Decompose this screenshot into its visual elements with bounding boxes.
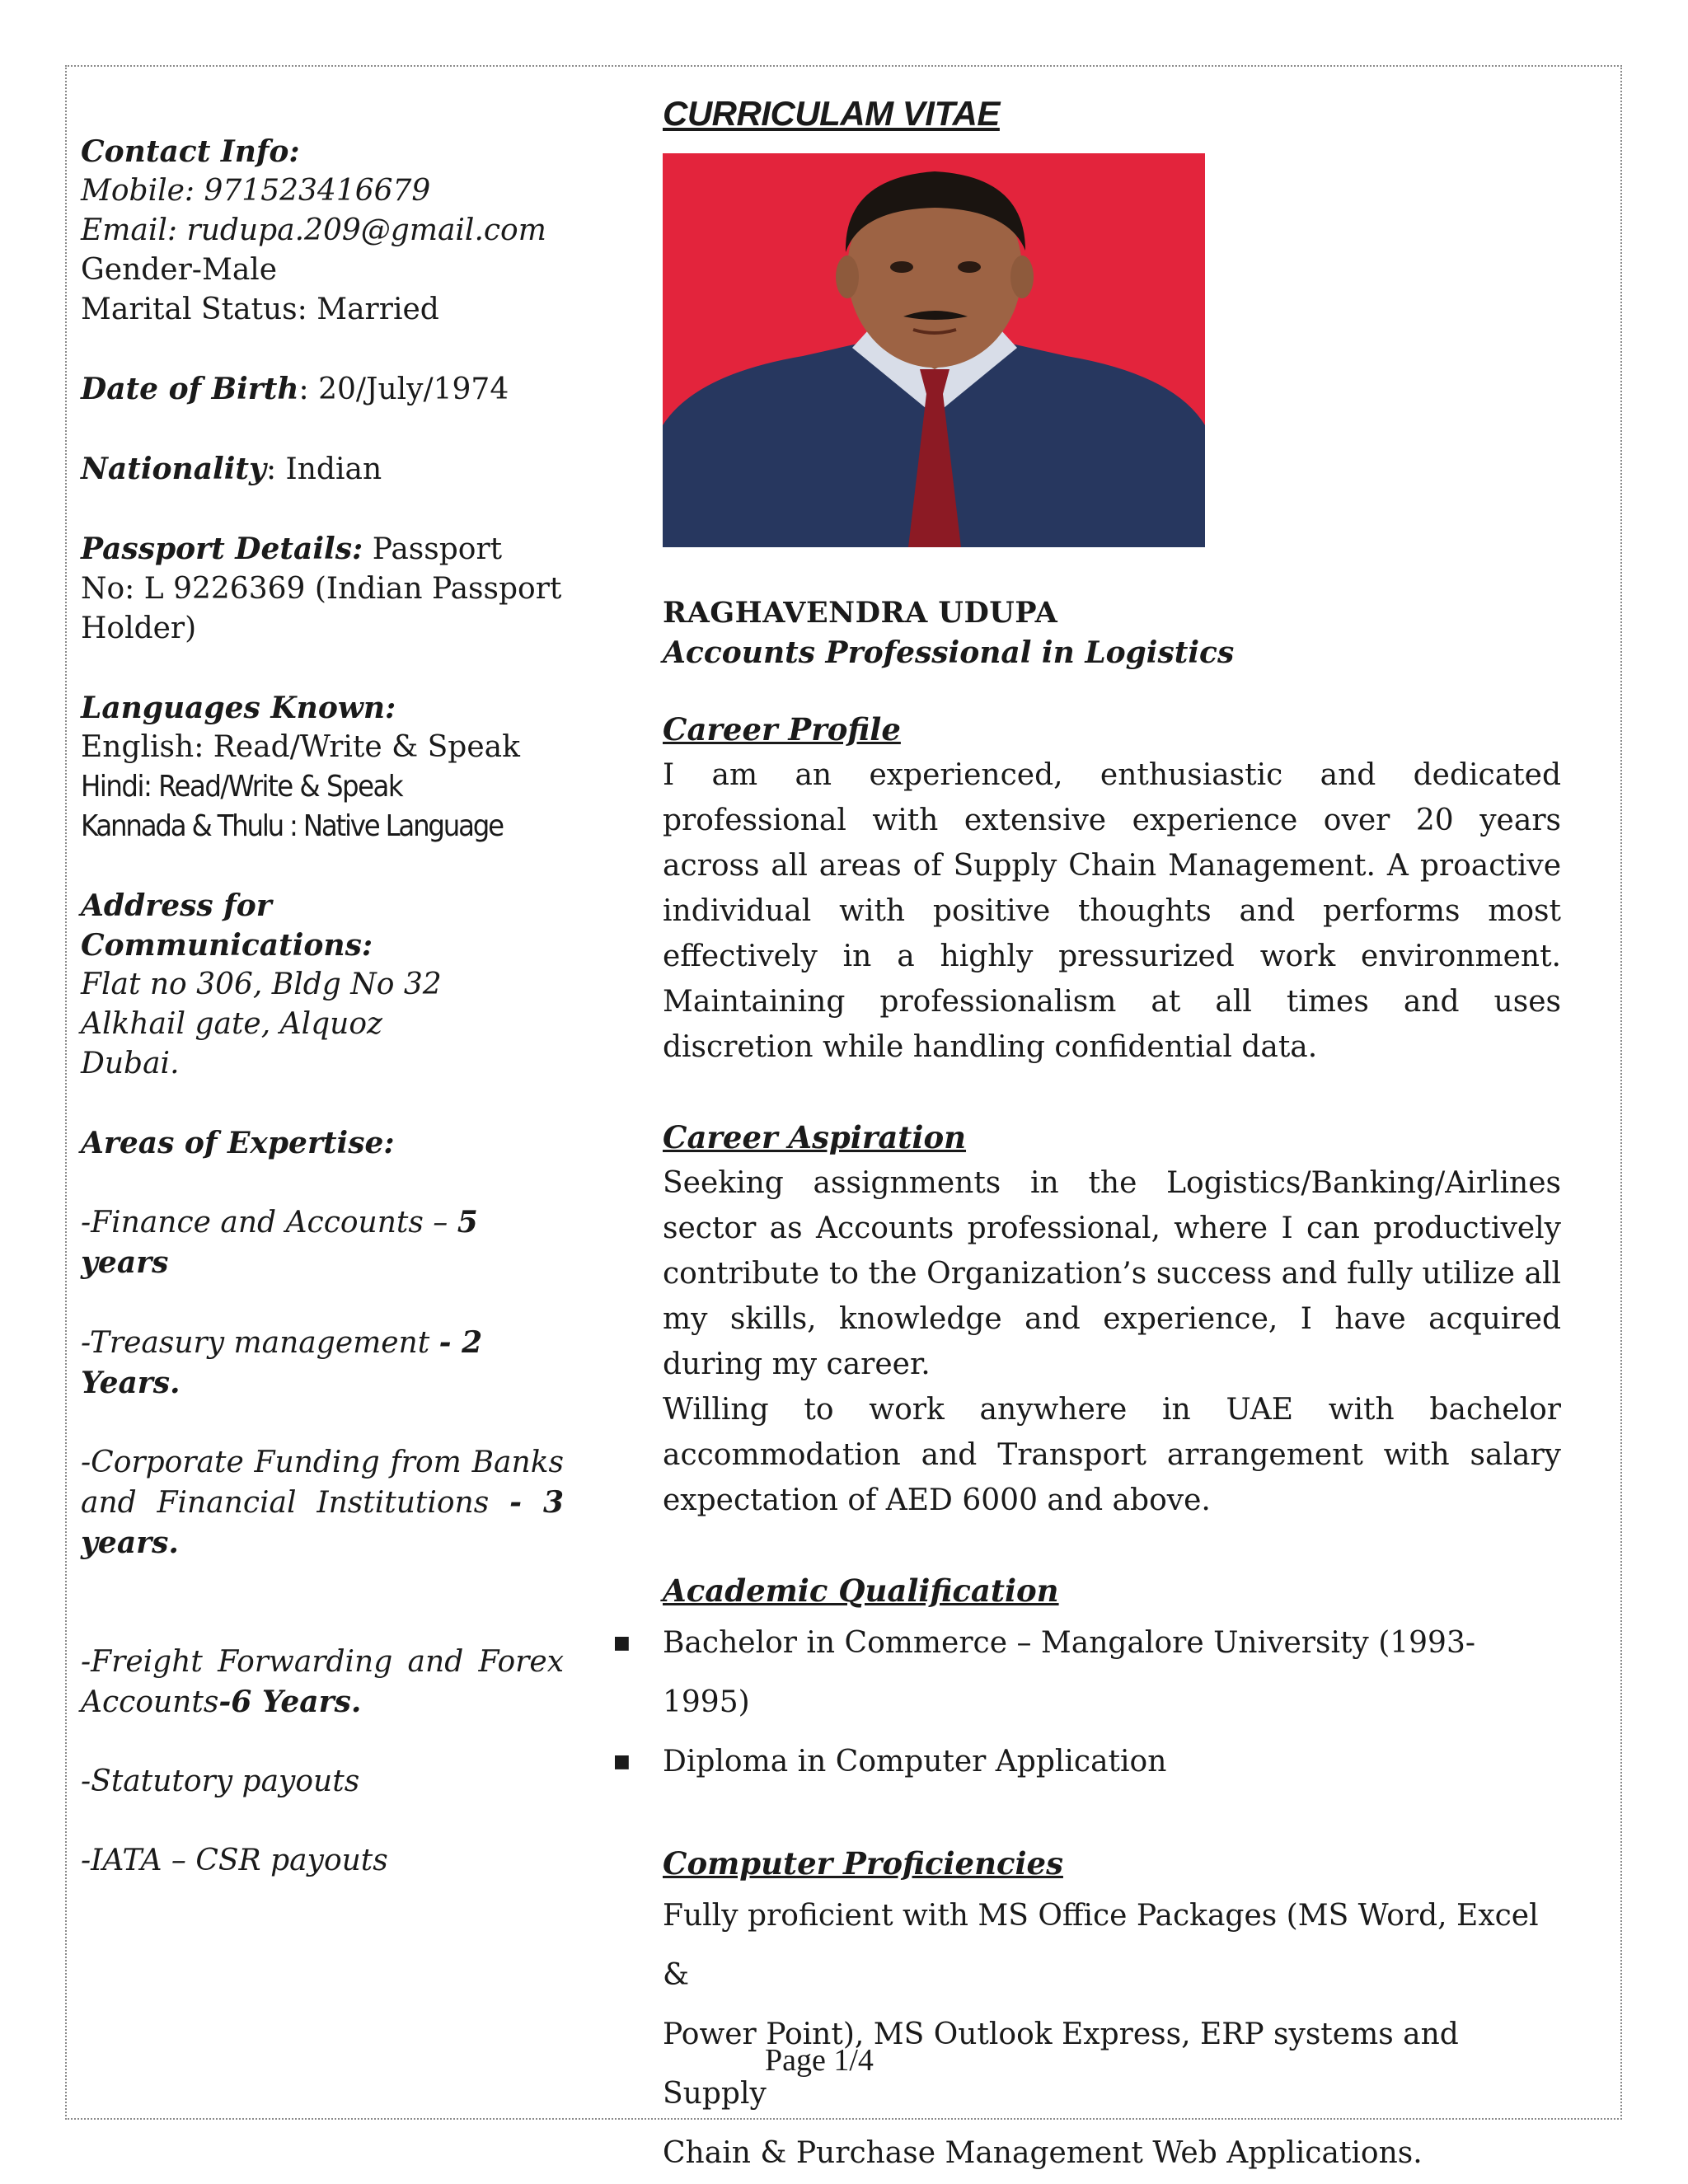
expertise-item: -Statutory payouts [81,1765,360,1798]
dob-value: : 20/July/1974 [298,373,509,406]
career-aspiration-text: Seeking assignments in the Logistics/Banking/Airlines sector as Accounts professional, where I can productively contribute to the Organization’s success and fully utilize all my skills, knowledge and experience, I have acquired during my career. [663,1166,1561,1381]
passport-line [81,529,564,649]
contact-marital-status: Marital Status: Married [81,293,439,326]
expertise-item: -Corporate Funding from Banks and Financial Institutions - 3 years. [81,1446,564,1560]
left-column [81,132,564,1881]
career-aspiration-text: Willing to work anywhere in UAE with bachelor accommodation and Transport arrangement with salary expectation of AED 6000 and above. [663,1393,1561,1517]
academic-heading: Academic Qualification [663,1572,1059,1609]
square-bullet-icon: ■ [613,1751,631,1772]
candidate-role: Accounts Professional in Logistics [663,635,1235,670]
contact-mobile: Mobile: 971523416679 [81,174,431,208]
address-line: Dubai. [81,1047,180,1080]
page-number: Page 1/4 [765,2043,874,2078]
profile-photo [663,153,1205,547]
list-item: ■ Bachelor in Commerce – Mangalore University (1993-1995) [663,1614,1561,1732]
language-item: Hindi: Read/Write & Speak [81,770,403,804]
contact-email: Email: rudupa.209@gmail.com [81,213,546,247]
career-aspiration-heading: Career Aspiration [663,1119,967,1155]
candidate-name: RAGHAVENDRA UDUPA [663,596,1058,630]
contact-gender: Gender-Male [81,253,278,287]
computer-line: Chain & Purchase Management Web Applications. [663,2136,1423,2170]
career-profile-text: I am an experienced, enthusiastic and dedicated professional with extensive experience over 20 years across all areas of Supply Chain Management. A proactive individual with positive thoughts and performs most effectively in a highly pressurized work environment. Maintaining professionalism at all times and uses discretion while handling confidential data. [663,758,1561,1064]
expertise-item: -Treasury management - 2 Years. [81,1325,483,1400]
contact-heading: Contact Info: [81,134,300,169]
passport-label: Passport Details: [81,532,363,566]
computer-heading: Computer Proficiencies [663,1845,1063,1882]
expertise-item: -IATA – CSR payouts [81,1844,388,1877]
expertise-item: -Freight Forwarding and Forex Accounts-6 Years. [81,1645,564,1719]
computer-line: Fully proficient with MS Office Packages (MS Word, Excel & [663,1899,1539,1992]
address-heading: Address for Communications: [81,888,373,963]
dob-label: Date of Birth [81,372,299,406]
languages-heading: Languages Known: [81,691,396,725]
language-item: Kannada & Thulu : Native Language [81,809,503,843]
portrait-image [663,153,1205,547]
dob-line [81,369,564,410]
academic-list [613,1614,1561,1792]
address-line: Alkhail gate, Alquoz [81,1007,382,1041]
nationality-label: Nationality [81,452,266,486]
nationality-line [81,449,564,490]
expertise-item: -Finance and Accounts – 5 years [81,1205,478,1280]
list-item: ■ Diploma in Computer Application [663,1732,1561,1792]
passport-value: Passport No: L 9226369 (Indian Passport Holder) [81,532,562,645]
document-title: CURRICULAM VITAE [663,94,1000,133]
language-item: English: Read/Write & Speak [81,730,520,764]
right-column [613,593,1561,2183]
nationality-value: : Indian [265,452,382,486]
computer-line: Power Point), MS Outlook Express, ERP systems and Supply [663,2018,1459,2111]
career-profile-heading: Career Profile [663,711,901,748]
expertise-heading: Areas of Expertise: [81,1126,395,1160]
address-line: Flat no 306, Bldg No 32 [81,968,442,1001]
square-bullet-icon: ■ [613,1633,631,1653]
